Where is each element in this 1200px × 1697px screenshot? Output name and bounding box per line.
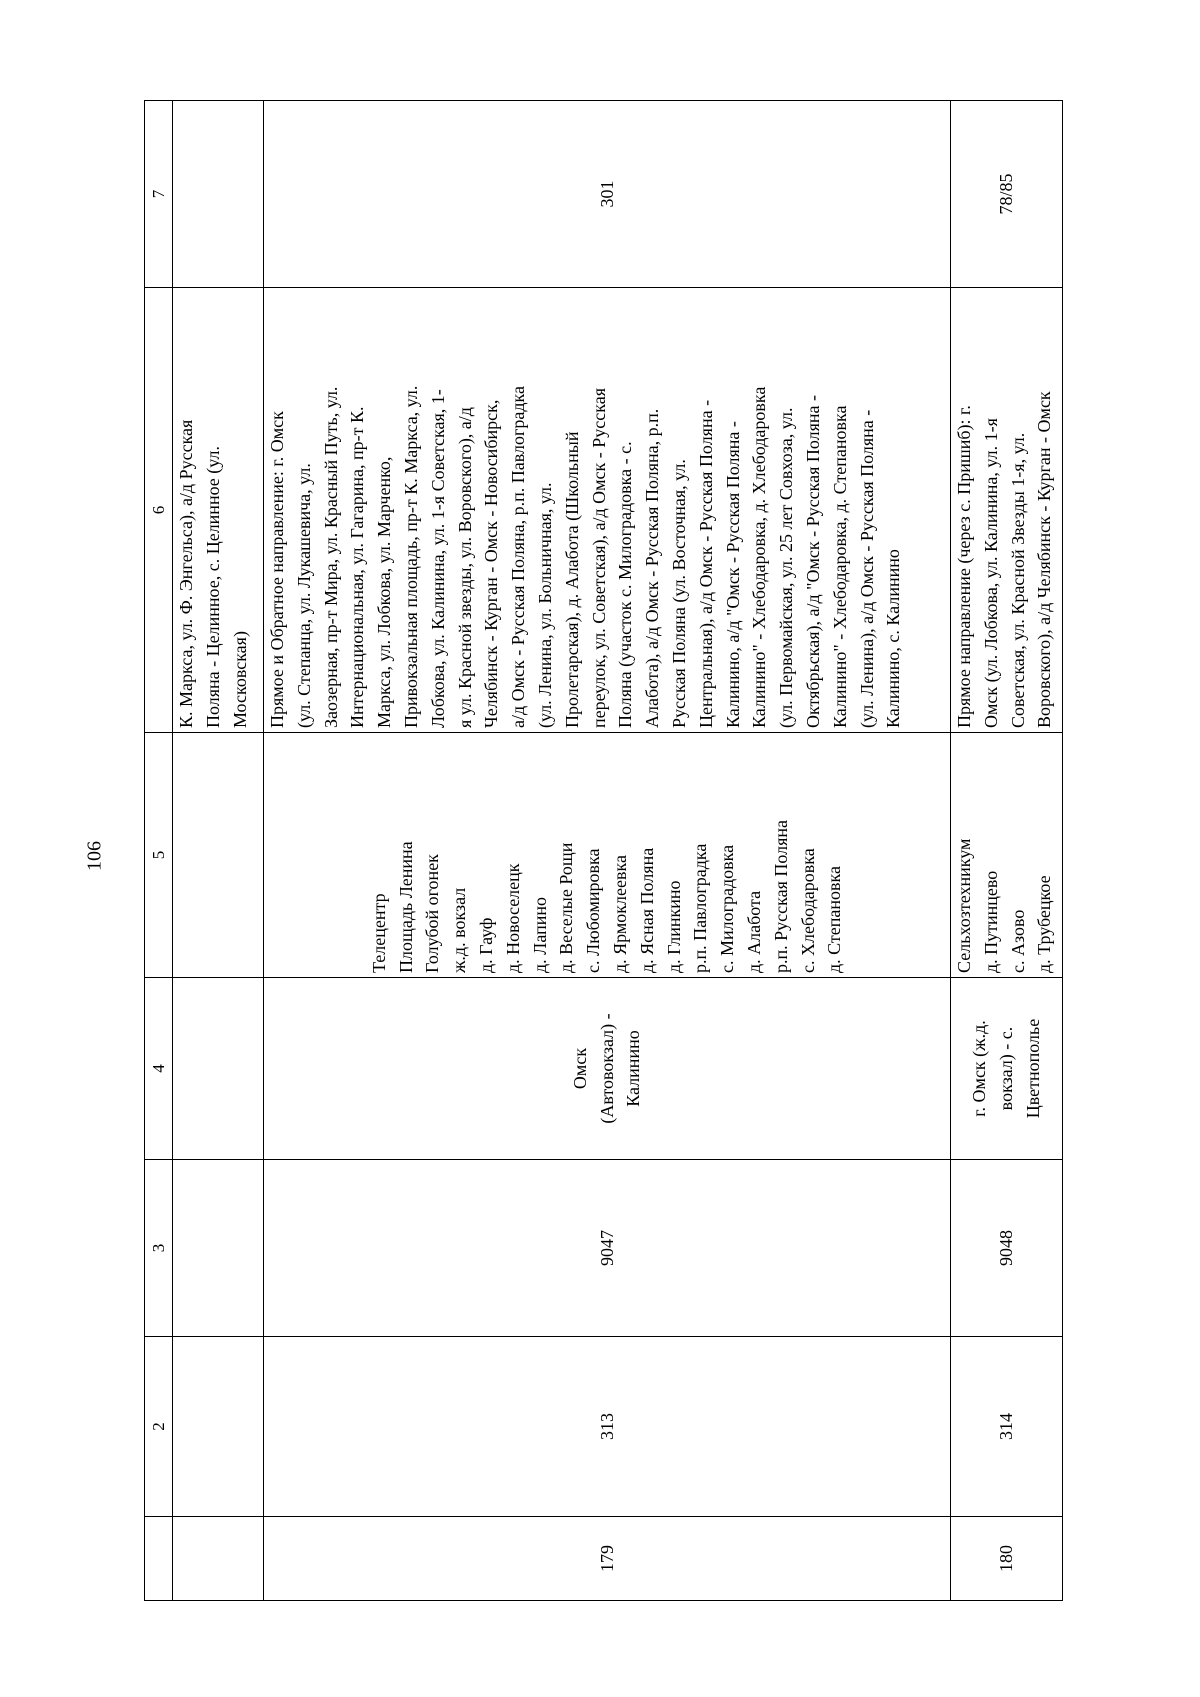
route-number-cell: 9047 — [264, 1160, 951, 1337]
header-row — [145, 101, 173, 1601]
header-cell-5: 5 — [145, 733, 173, 978]
page-number — [80, 826, 110, 886]
table-row — [173, 101, 264, 1601]
row-number-cell: 179 — [264, 1517, 951, 1601]
route-name-cell — [173, 978, 264, 1160]
registration-number-cell: 314 — [951, 1337, 1063, 1517]
route-number-cell: 9048 — [951, 1160, 1063, 1337]
route-path-cell: К. Маркса, ул. Ф. Энгельса), а/д Русская Поляна - Целинное, с. Целинное (ул. Московская) — [173, 288, 264, 733]
routes-table — [144, 100, 1063, 1601]
stops-cell: Телецентр Площадь Ленина Голубой огонек ж.д. вокзал д. Гауф д. Новоселецк д. Лапино д. Веселые Рощи с. Любомировка д. Ярмоклеевка д. Ясная Поляна д. Глинкино р.п. Павлоградка с. Милоградовка д. Алабота р.п. Русская Поляна с. Хлебодаровка д. Степановка — [264, 733, 951, 978]
header-cell-1 — [145, 1517, 173, 1601]
route-length-cell: 301 — [264, 101, 951, 288]
table-row — [264, 101, 951, 1601]
route-path-cell: Прямое и Обратное направление: г. Омск (ул. Степанца, ул. Лукашевича, ул. Заозерная, пр-т Мира, ул. Красный Путь, ул. Интернациональная, ул. Гагарина, пр-т К. Маркса, ул. Лобкова, ул. Марченко, Привокзальная площадь, пр-т К. Маркса, ул. Лобкова, ул. Калинина, ул. 1-я Советская, 1- я ул. Красной звезды, ул. Воровского), а/д Челябинск - Курган - Омск - Новосибирск, а/д Омск - Русская Поляна, р.п. Павлоградка (ул. Ленина, ул. Больничная, ул. Пролетарская), д. Алабота (Школьный переулок, ул. Советская), а/д Омск - Русская Поляна (участок с. Милоградовка - с. Алабота), а/д Омск - Русская Поляна, р.п. Русская Поляна (ул. Восточная, ул. Центральная), а/д Омск - Русская Поляна - Калинино, а/д "Омск - Русская Поляна - Калинино" - Хлебодаровка, д. Хлебодаровка (ул. Первомайская, ул. 25 лет Совхоза, ул. Октябрьская), а/д "Омск - Русская Поляна - Калинино" - Хлебодаровка, д. Степановка (ул. Ленина), а/д Омск - Русская Поляна - Калинино, с. Калинино — [264, 288, 951, 733]
row-number-cell: 180 — [951, 1517, 1063, 1601]
route-length-cell: 78/85 — [951, 101, 1063, 288]
stops-cell: Сельхозтехникум д. Путинцево с. Азово д. Трубецкое — [951, 733, 1063, 978]
page-number-text: 106 — [83, 841, 106, 871]
table-row — [951, 101, 1063, 1601]
route-name-cell: г. Омск (ж.д. вокзал) - с. Цветнополье — [951, 978, 1063, 1160]
registration-number-cell: 313 — [264, 1337, 951, 1517]
rotated-table-container — [144, 101, 1062, 1601]
route-length-cell — [173, 101, 264, 288]
route-name-cell: Омск (Автовокзал) - Калинино — [264, 978, 951, 1160]
route-path-cell: Прямое направление (через с. Пришиб): г. Омск (ул. Лобкова, ул. Калинина, ул. 1-я Советская, ул. Красной Звезды 1-я, ул. Воровского), а/д Челябинск - Курган - Омск — [951, 288, 1063, 733]
header-cell-2: 2 — [145, 1337, 173, 1517]
row-number-cell — [173, 1517, 264, 1601]
stops-cell — [173, 733, 264, 978]
header-cell-7: 7 — [145, 101, 173, 288]
header-cell-6: 6 — [145, 288, 173, 733]
registration-number-cell — [173, 1337, 264, 1517]
header-cell-4: 4 — [145, 978, 173, 1160]
route-number-cell — [173, 1160, 264, 1337]
header-cell-3: 3 — [145, 1160, 173, 1337]
